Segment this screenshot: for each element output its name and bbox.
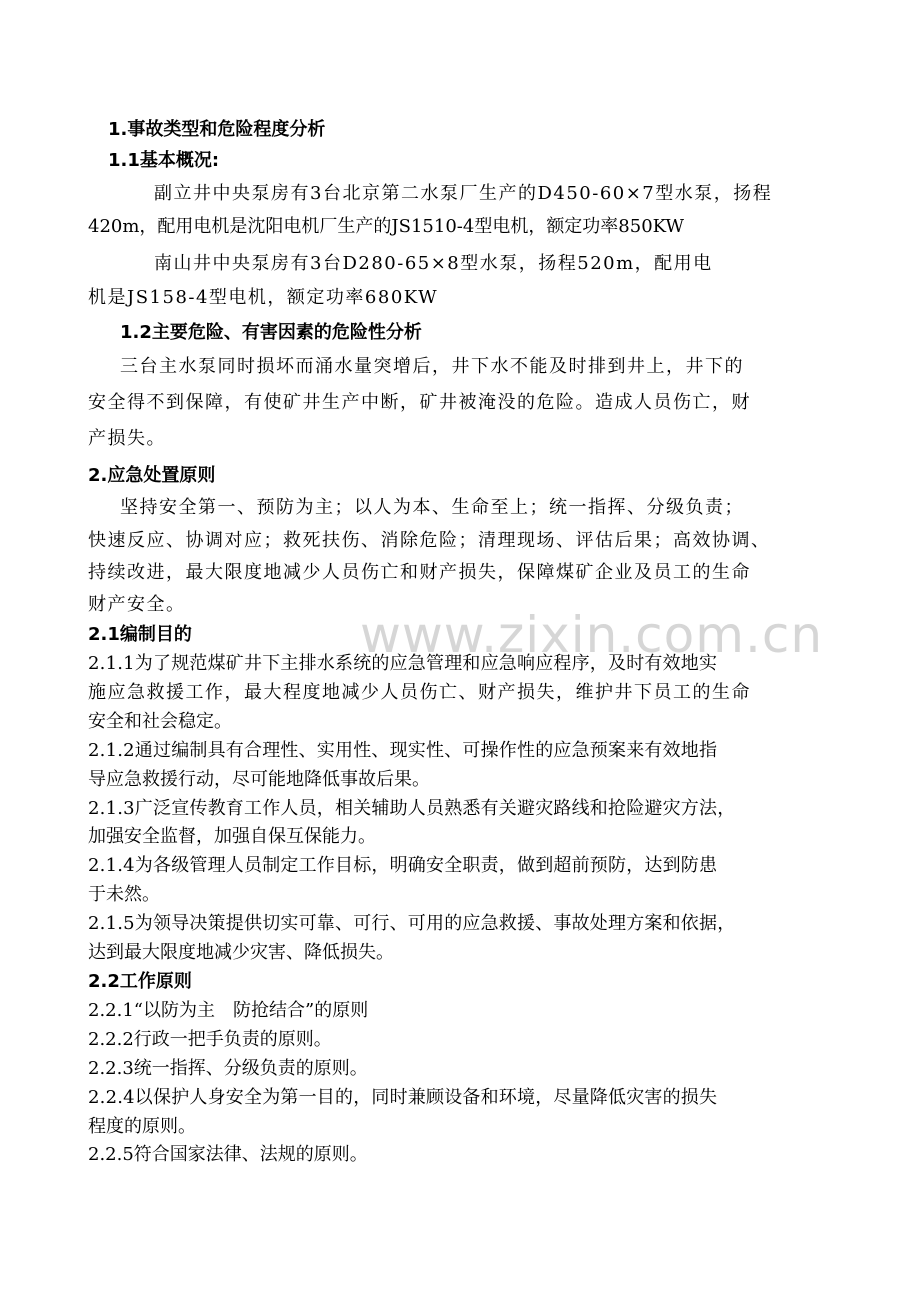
paragraph-line: 2.2.4以保护人身安全为第一目的，同时兼顾设备和环境，尽量降低灾害的损失	[88, 1087, 718, 1108]
paragraph-line: 快速反应、协调对应；救死扶伤、消除危险；清理现场、评估后果；高效协调、	[88, 530, 771, 551]
paragraph-line: 2.1.3广泛宣传教育工作人员，相关辅助人员熟悉有关避灾路线和抢险避灾方法，	[88, 798, 736, 819]
section-2-1-heading: 2.1编制目的	[88, 624, 192, 645]
paragraph-line: 2.1.2通过编制具有合理性、实用性、现实性、可操作性的应急预案来有效地指	[88, 740, 718, 761]
paragraph-line: 2.2.1“以防为主 防抢结合”的原则	[88, 1000, 369, 1021]
paragraph-line: 达到最大限度地减少灾害、降低损失。	[88, 942, 394, 963]
paragraph-line: 加强安全监督，加强自保互保能力。	[88, 826, 376, 847]
paragraph-line: 安全和社会稳定。	[88, 711, 232, 732]
paragraph-line: 2.2.2行政一把手负责的原则。	[88, 1029, 332, 1050]
section-2-heading: 2.应急处置原则	[88, 465, 216, 486]
paragraph-line: 副立井中央泵房有3台北京第二水泵厂生产的D450-60×7型水泵，扬程	[154, 183, 773, 204]
watermark: www.zixin.com.cn	[360, 606, 824, 664]
section-1-1-heading: 1.1基本概况:	[108, 150, 220, 171]
paragraph-line: 程度的原则。	[88, 1116, 196, 1137]
paragraph-line: 南山井中央泵房有3台D280-65×8型水泵，扬程520m，配用电	[154, 253, 713, 274]
paragraph-line: 持续改进，最大限度地减少人员伤亡和财产损失，保障煤矿企业及员工的生命	[88, 562, 751, 583]
paragraph-line: 坚持安全第一、预防为主；以人为本、生命至上；统一指挥、分级负责；	[120, 497, 744, 518]
paragraph-line: 2.1.5为领导决策提供切实可靠、可行、可用的应急救援、事故处理方案和依据，	[88, 913, 736, 934]
paragraph-line: 财产安全。	[88, 594, 186, 615]
paragraph-line: 于未然。	[88, 884, 160, 905]
paragraph-line: 2.1.1为了规范煤矿井下主排水系统的应急管理和应急响应程序，及时有效地实	[88, 653, 718, 674]
paragraph-line: 420m，配用电机是沈阳电机厂生产的JS1510-4型电机，额定功率850KW	[88, 216, 684, 237]
paragraph-line: 2.2.5符合国家法律、法规的原则。	[88, 1144, 368, 1165]
paragraph-line: 2.2.3统一指挥、分级负责的原则。	[88, 1058, 368, 1079]
paragraph-line: 导应急救援行动，尽可能地降低事故后果。	[88, 769, 430, 790]
section-1-2-heading: 1.2主要危险、有害因素的危险性分析	[120, 322, 422, 343]
paragraph-line: 三台主水泵同时损坏而涌水量突增后，井下水不能及时排到井上，井下的	[120, 356, 744, 377]
section-1-heading: 1.事故类型和危险程度分析	[108, 119, 326, 140]
paragraph-line: 2.1.4为各级管理人员制定工作目标，明确安全职责，做到超前预防，达到防患	[88, 855, 718, 876]
paragraph-line: 施应急救援工作，最大程度地减少人员伤亡、财产损失，维护井下员工的生命	[88, 682, 751, 703]
section-2-2-heading: 2.2工作原则	[88, 971, 192, 992]
paragraph-line: 安全得不到保障，有使矿井生产中断，矿井被淹没的危险。造成人员伤亡，财	[88, 392, 751, 413]
paragraph-line: 机是JS158-4型电机，额定功率680KW	[88, 287, 439, 308]
paragraph-line: 产损失。	[88, 428, 166, 449]
